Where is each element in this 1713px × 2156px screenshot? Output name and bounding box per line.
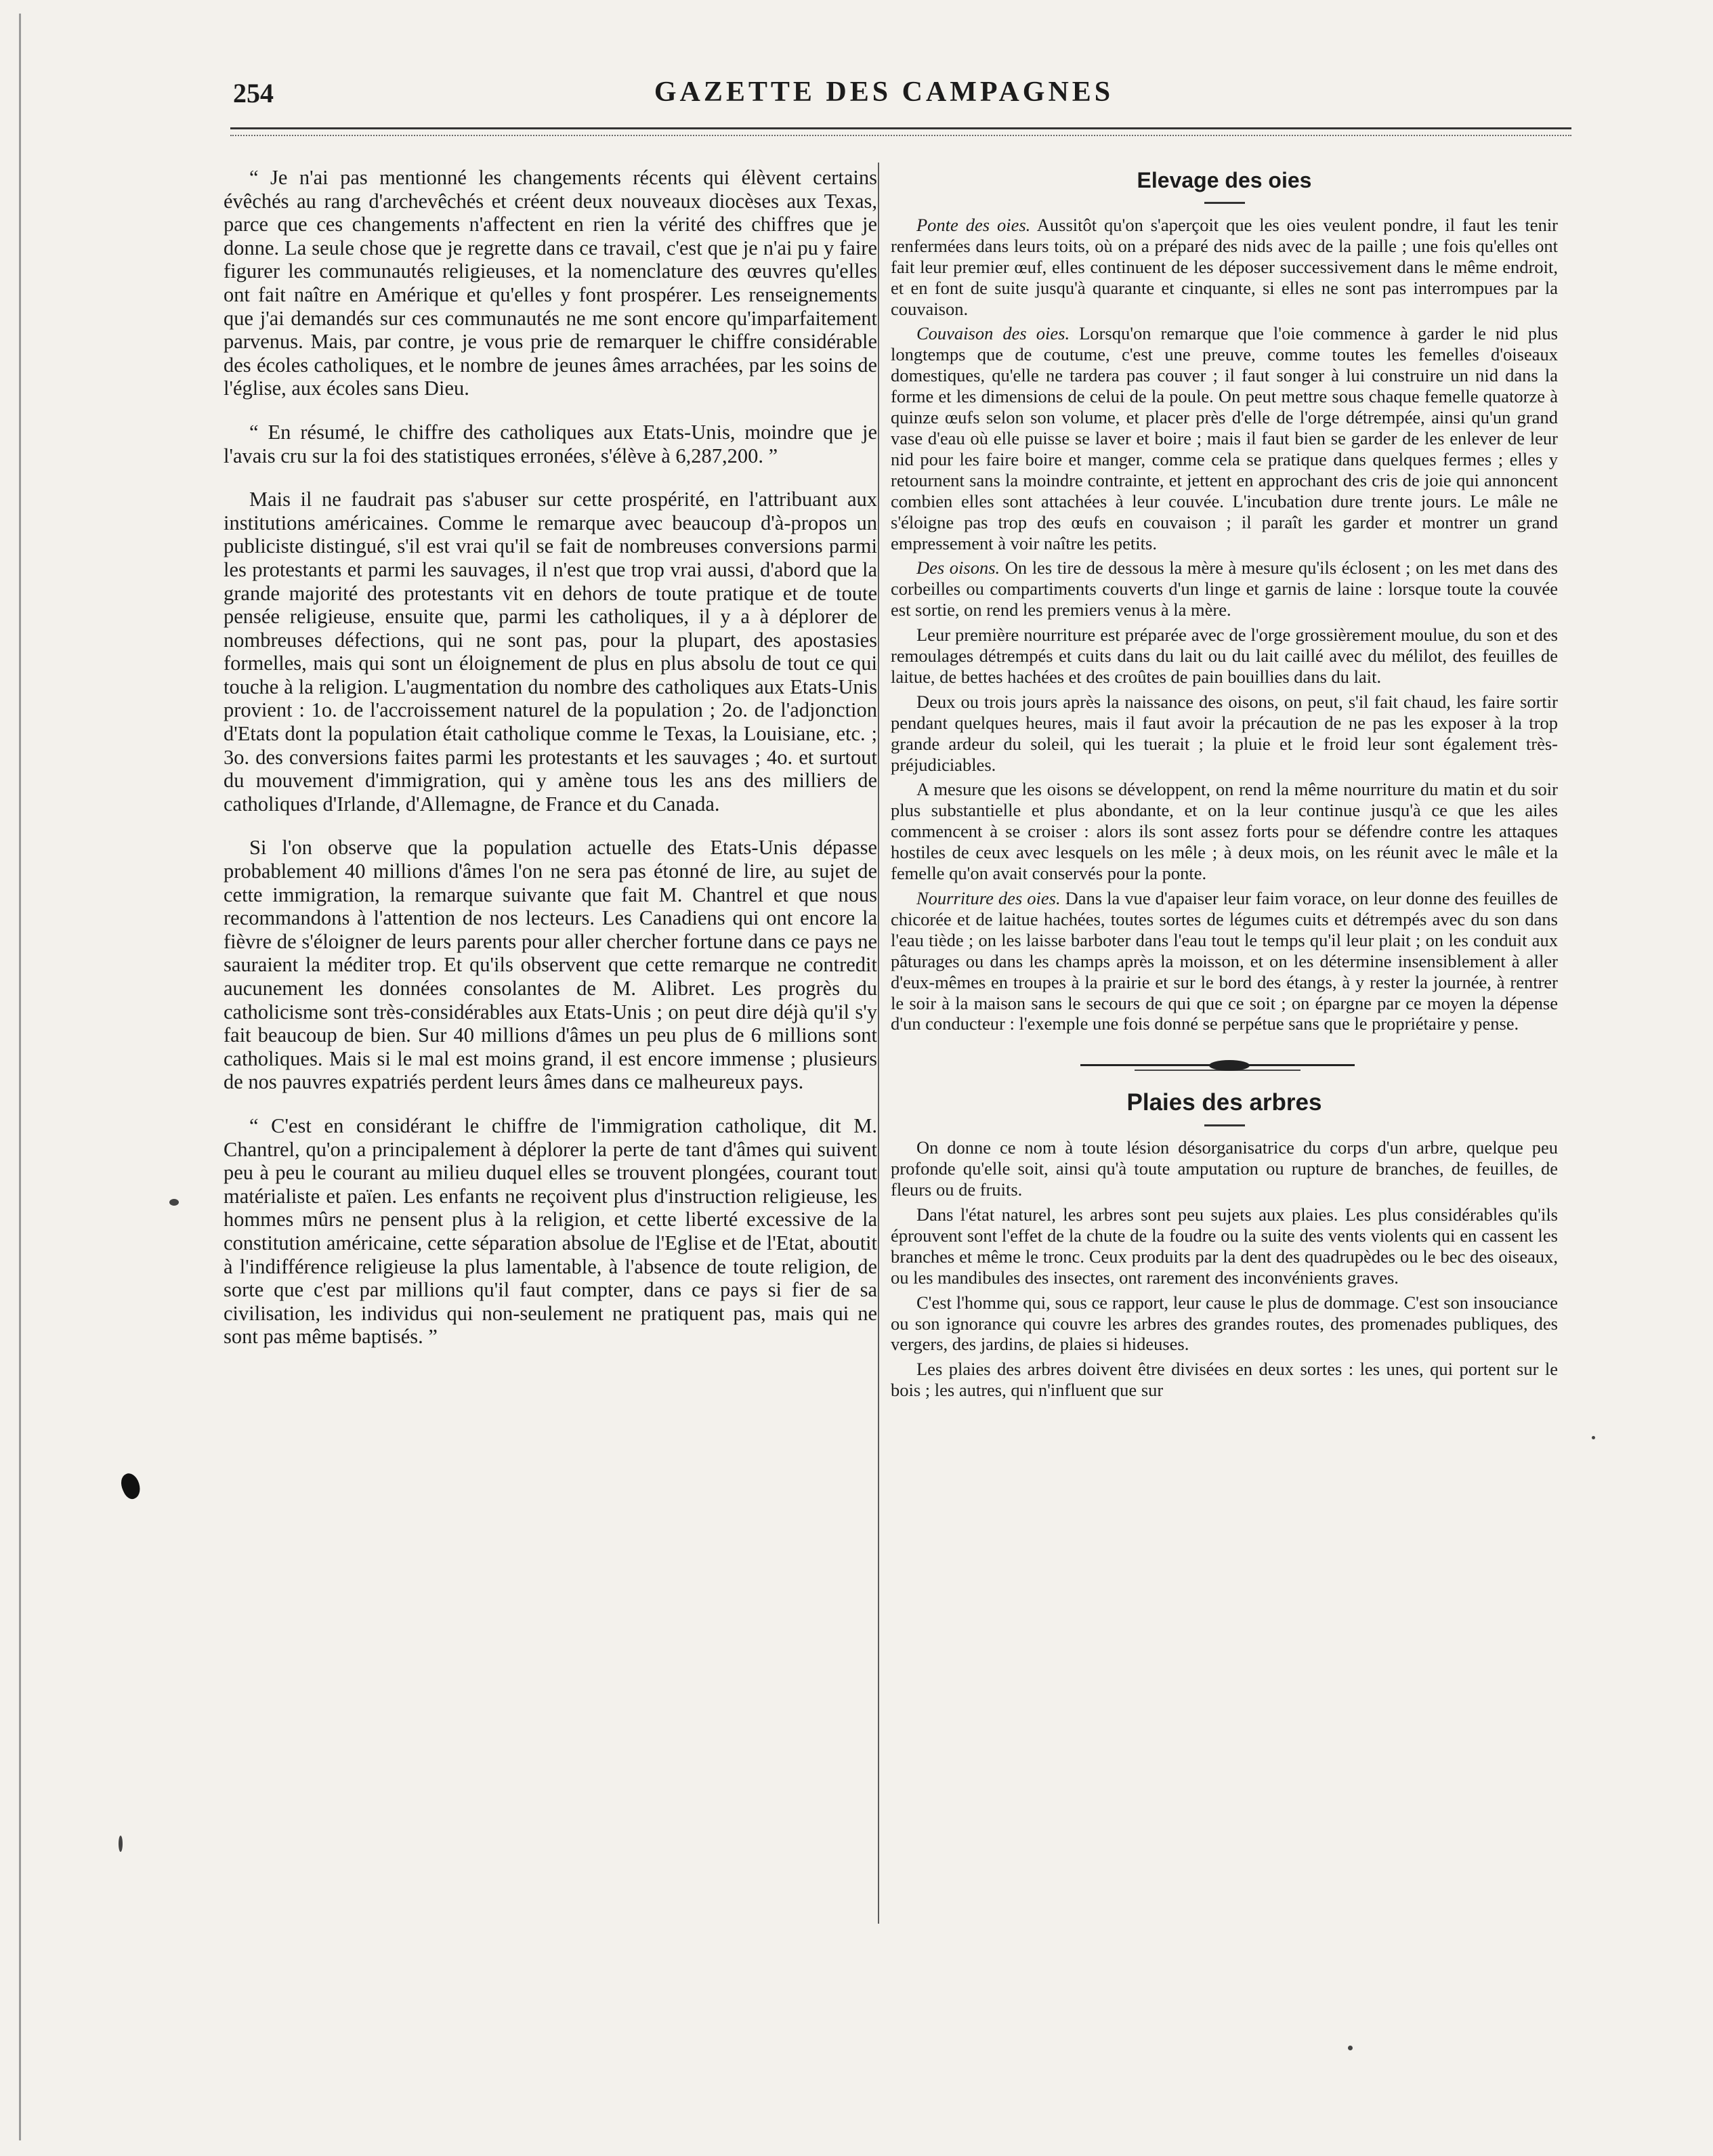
article-paragraph: Si l'on observe que la population actuelle des Etats-Unis dépasse probablement 40 millions d'âmes l'on ne sera pas étonné de lire, au sujet de cette immigration, la remarque suivante que fait M. Chantrel et que nous recommandons à l'attention de nos lecteurs. Les Canadiens qui ont encore la fièvre de s'éloigner de leurs parents pour aller chercher fortune dans ce pays ne sauraient la méditer trop. Et qu'ils observent que cette remarque ne contredit aucunement les données consolantes de M. Alibret. Les progrès du catholicisme sont très-considérables aux Etats-Unis ; on peut dire déjà qu'il s'y fait beaucoup de bien. Sur 40 millions d'âmes un peu plus de 6 millions sont catholiques. Mais si le mal est moins grand, il est encore immense ; plusieurs de nos pauvres expatriés perdent leurs âmes dans ce malheureux pays.: [224, 836, 877, 1094]
section-ornament: [891, 1052, 1558, 1083]
title-dash: [1204, 1124, 1245, 1126]
trees-paragraph: Les plaies des arbres doivent être divisées en deux sortes : les unes, qui portent sur le bois ; les autres, qui n'influent que sur: [891, 1359, 1558, 1401]
trees-paragraph: C'est l'homme qui, sous ce rapport, leur cause le plus de dommage. C'est son insouciance ou son ignorance qui couvre les arbres des grandes routes, des promenades publiques, des vergers, des jardins, de plaies si hideuses.: [891, 1292, 1558, 1355]
article-paragraph: “ C'est en considérant le chiffre de l'immigration catholique, dit M. Chantrel, qu'on a principalement à déplorer la perte de tant d'âmes qui suivent peu à peu le courant au milieu duquel elles se trouvent plongées, courant tout matérialiste et païen. Les enfants ne reçoivent plus d'instruction religieuse, les hommes mûrs ne pensent plus à la religion, et cette liberté excessive de la constitution américaine, cette séparation absolue de l'Eglise et de l'Etat, aboutit à l'indifférence religieuse la plus lamentable, à l'absence de toute religion, de sorte que c'est par millions qu'il faut compter, dans ce pays si fier de sa civilisation, les individus qui non-seulement ne pratiquent pas, mais qui ne sont pas même baptisés. ”: [224, 1114, 877, 1349]
column-divider: [878, 163, 879, 1924]
geese-paragraph: [891, 215, 1558, 320]
paragraph-text: On les tire de dessous la mère à mesure qu'ils éclosent ; on les met dans des corbeilles ou compartiments couverts d'un linge et garnis de laine : lorsque toute la couvée est sortie, on rend les premiers venus à la mère.: [891, 557, 1558, 620]
paragraph-text: Leur première nourriture est préparée avec de l'orge grossièrement moulue, du son et des remoulages détrempés et cuits dans du lait ou du lait caillé avec du mélilot, des feuilles de laitue, de bettes hachées et des croûtes de pain bouillies dans du lait.: [891, 625, 1558, 687]
ink-speck: [169, 1199, 179, 1206]
left-column: [224, 166, 877, 1941]
page-number: 254: [233, 78, 274, 108]
geese-paragraph: [891, 323, 1558, 553]
section-title-geese: Elevage des oies: [1137, 168, 1312, 192]
paragraph-text: Aussitôt qu'on s'aperçoit que les oies veulent pondre, il faut les tenir renfermées dans leurs toits, où on a préparé des nids avec de la paille ; une fois qu'elles ont fait leur premier œuf, elles continuent de les déposer successivement dans le même endroit, et en font de suite jusqu'à quarante et cinquante, si elles ne sont pas interrompues par la couvaison.: [891, 214, 1558, 319]
page-header: [224, 68, 1544, 115]
header-rule: [230, 127, 1571, 136]
article-paragraph: “ Je n'ai pas mentionné les changements récents qui élèvent certains évêchés au rang d'archevêchés et créent deux nouveaux diocèses aux Texas, parce que ces changements n'affectent en rien la vérité des chiffres que je donne. La seule chose que je regrette dans ce travail, c'est que je n'ai pu y faire figurer les communautés religieuses, et la nomenclature des œuvres qu'elles ont fait naître en Amérique et qu'elles y font prospérer. Les renseignements que j'ai demandés sur ces communautés ne me sont encore qu'imparfaitement parvenus. Mais, par contre, je vous prie de remarquer le chiffre considérable des écoles catholiques, et le nombre de jeunes âmes arrachées, par les soins de l'église, aux écoles sans Dieu.: [224, 166, 877, 400]
paragraph-text: Dans la vue d'apaiser leur faim vorace, on leur donne des feuilles de chicorée et de laitue hachées, toutes sortes de légumes cuits et détrempés avec du son dans l'eau tiède ; on les laisse barboter dans l'eau tout le temps qu'il leur plait ; on les conduit aux pâturages ou dans les champs après la moisson, et on les détermine insensiblement à aller d'eux-mêmes en troupes à la prairie et sur le bord des étangs, à y rester la journée, à rentrer le soir à la maison sans le secours de qui que ce soit ; on épargne par ce moyen la dépense d'un conducteur : l'exemple une fois donné se perpétue sans que le propriétaire y pense.: [891, 888, 1558, 1034]
right-column: [891, 166, 1558, 1907]
ink-speck: [1592, 1436, 1595, 1439]
paragraph-lead: Ponte des oies.: [916, 214, 1031, 235]
trees-paragraph: Dans l'état naturel, les arbres sont peu sujets aux plaies. Les plus considérables qu'ils éprouvent sont l'effet de la chute de la foudre ou la suite des vents violents qui en cassent les branches et même le tronc. Ceux produits par la dent des quadrupèdes ou le bec des oiseaux, ou les mandibules des insectes, ont rarement des inconvénients graves.: [891, 1204, 1558, 1288]
ink-speck: [119, 1836, 123, 1852]
masthead-title: GAZETTE DES CAMPAGNES: [654, 77, 1114, 108]
section-title-trees: Plaies des arbres: [1126, 1089, 1322, 1116]
ink-blot: [117, 1471, 144, 1501]
geese-paragraph: [891, 625, 1558, 688]
geese-paragraph: [891, 692, 1558, 776]
geese-paragraph: [891, 557, 1558, 620]
paragraph-text: A mesure que les oisons se développent, on rend la même nourriture du matin et du soir plus substantielle et plus abondante, et on la leur continue jusqu'à ce que les ailes commencent à se croiser : alors ils sont assez forts pour se défendre contre les attaques hostiles de ceux avec lesquels on les mêle ; à deux mois, on les réunit avec le mâle et la femelle qu'on avait conservés pour la ponte.: [891, 779, 1558, 884]
trees-paragraph: On donne ce nom à toute lésion désorganisatrice du corps d'un arbre, quelque peu profonde qu'elle soit, ainsi qu'à toute amputation ou rupture de branches, de feuilles, de fleurs ou de fruits.: [891, 1137, 1558, 1200]
paragraph-lead: Couvaison des oies.: [916, 323, 1070, 344]
paragraph-text: Lorsqu'on remarque que l'oie commence à garder le nid plus longtemps que de coutume, c'est une preuve, comme toutes les femelles d'oiseaux domestiques, qu'elle ne tardera pas couver ; il faut songer à lui construire un nid dans la forme et les dimensions de celui de la poule. On peut mettre sous chaque femelle quatorze à quinze œufs selon son volume, et placer près d'elle de l'orge détrempée, ainsi qu'un grand vase d'eau où elle puisse se laver et boire ; mais il faut bien se garder de les enlever de leur nid pour les faire boire et manger, comme cela se pratique dans quelques fermes ; elles y retournent sans la moindre contrainte, et jettent en approchant des cris de joie qui annoncent combien elles sont attachées à leur couvée. L'incubation dure trente jours. Le mâle ne s'éloigne pas trop des œufs en couvaison ; il paraît les garder et montrer un grand empressement à voir naître les petits.: [891, 323, 1558, 553]
article-paragraph: “ En résumé, le chiffre des catholiques aux Etats-Unis, moindre que je l'avais cru sur la foi des statistiques erronées, s'élève à 6,287,200. ”: [224, 420, 877, 467]
title-dash: [1204, 202, 1245, 204]
article-paragraph: Mais il ne faudrait pas s'abuser sur cette prospérité, en l'attribuant aux institutions américaines. Comme le remarque avec beaucoup d'à-propos un publiciste distingué, s'il est vrai qu'il se fait de nombreuses conversions parmi les protestants et parmi les sauvages, il n'est que trop vrai aussi, d'abord que la grande majorité des protestants vit en dehors de toute pratique et de toute pensée religieuse, ensuite que, parmi les catholiques, il y a à déplorer de nombreuses défections, qui ne sont pas, pour la plupart, des apostasies formelles, mais qui sont un éloignement de plus en plus absolu de tout ce qui touche à la religion. L'augmentation du nombre des catholiques aux Etats-Unis provient : 1o. de l'accroissement naturel de la population ; 2o. de l'adjonction d'Etats dont la population était catholique comme le Texas, la Louisiane, etc. ; 3o. des conversions faites parmi les protestants et les sauvages ; 4o. et surtout du mouvement d'immigration, qui y amène tous les ans des milliers de catholiques d'Irlande, d'Allemagne, de France et du Canada.: [224, 488, 877, 816]
page-edge-line: [19, 14, 21, 2140]
geese-paragraph: [891, 888, 1558, 1034]
paragraph-lead: Des oisons.: [916, 557, 1000, 578]
paragraph-lead: Nourriture des oies.: [916, 888, 1061, 908]
paragraph-text: Deux ou trois jours après la naissance des oisons, on peut, s'il fait chaud, les faire sortir pendant quelques heures, mais il faut avoir la précaution de ne pas les exposer à la trop grande ardeur du soleil, qui les tuerait ; la pluie et le froid leur sont également très-préjudiciables.: [891, 691, 1558, 775]
ink-speck: [1348, 2046, 1353, 2050]
geese-paragraph: [891, 779, 1558, 884]
